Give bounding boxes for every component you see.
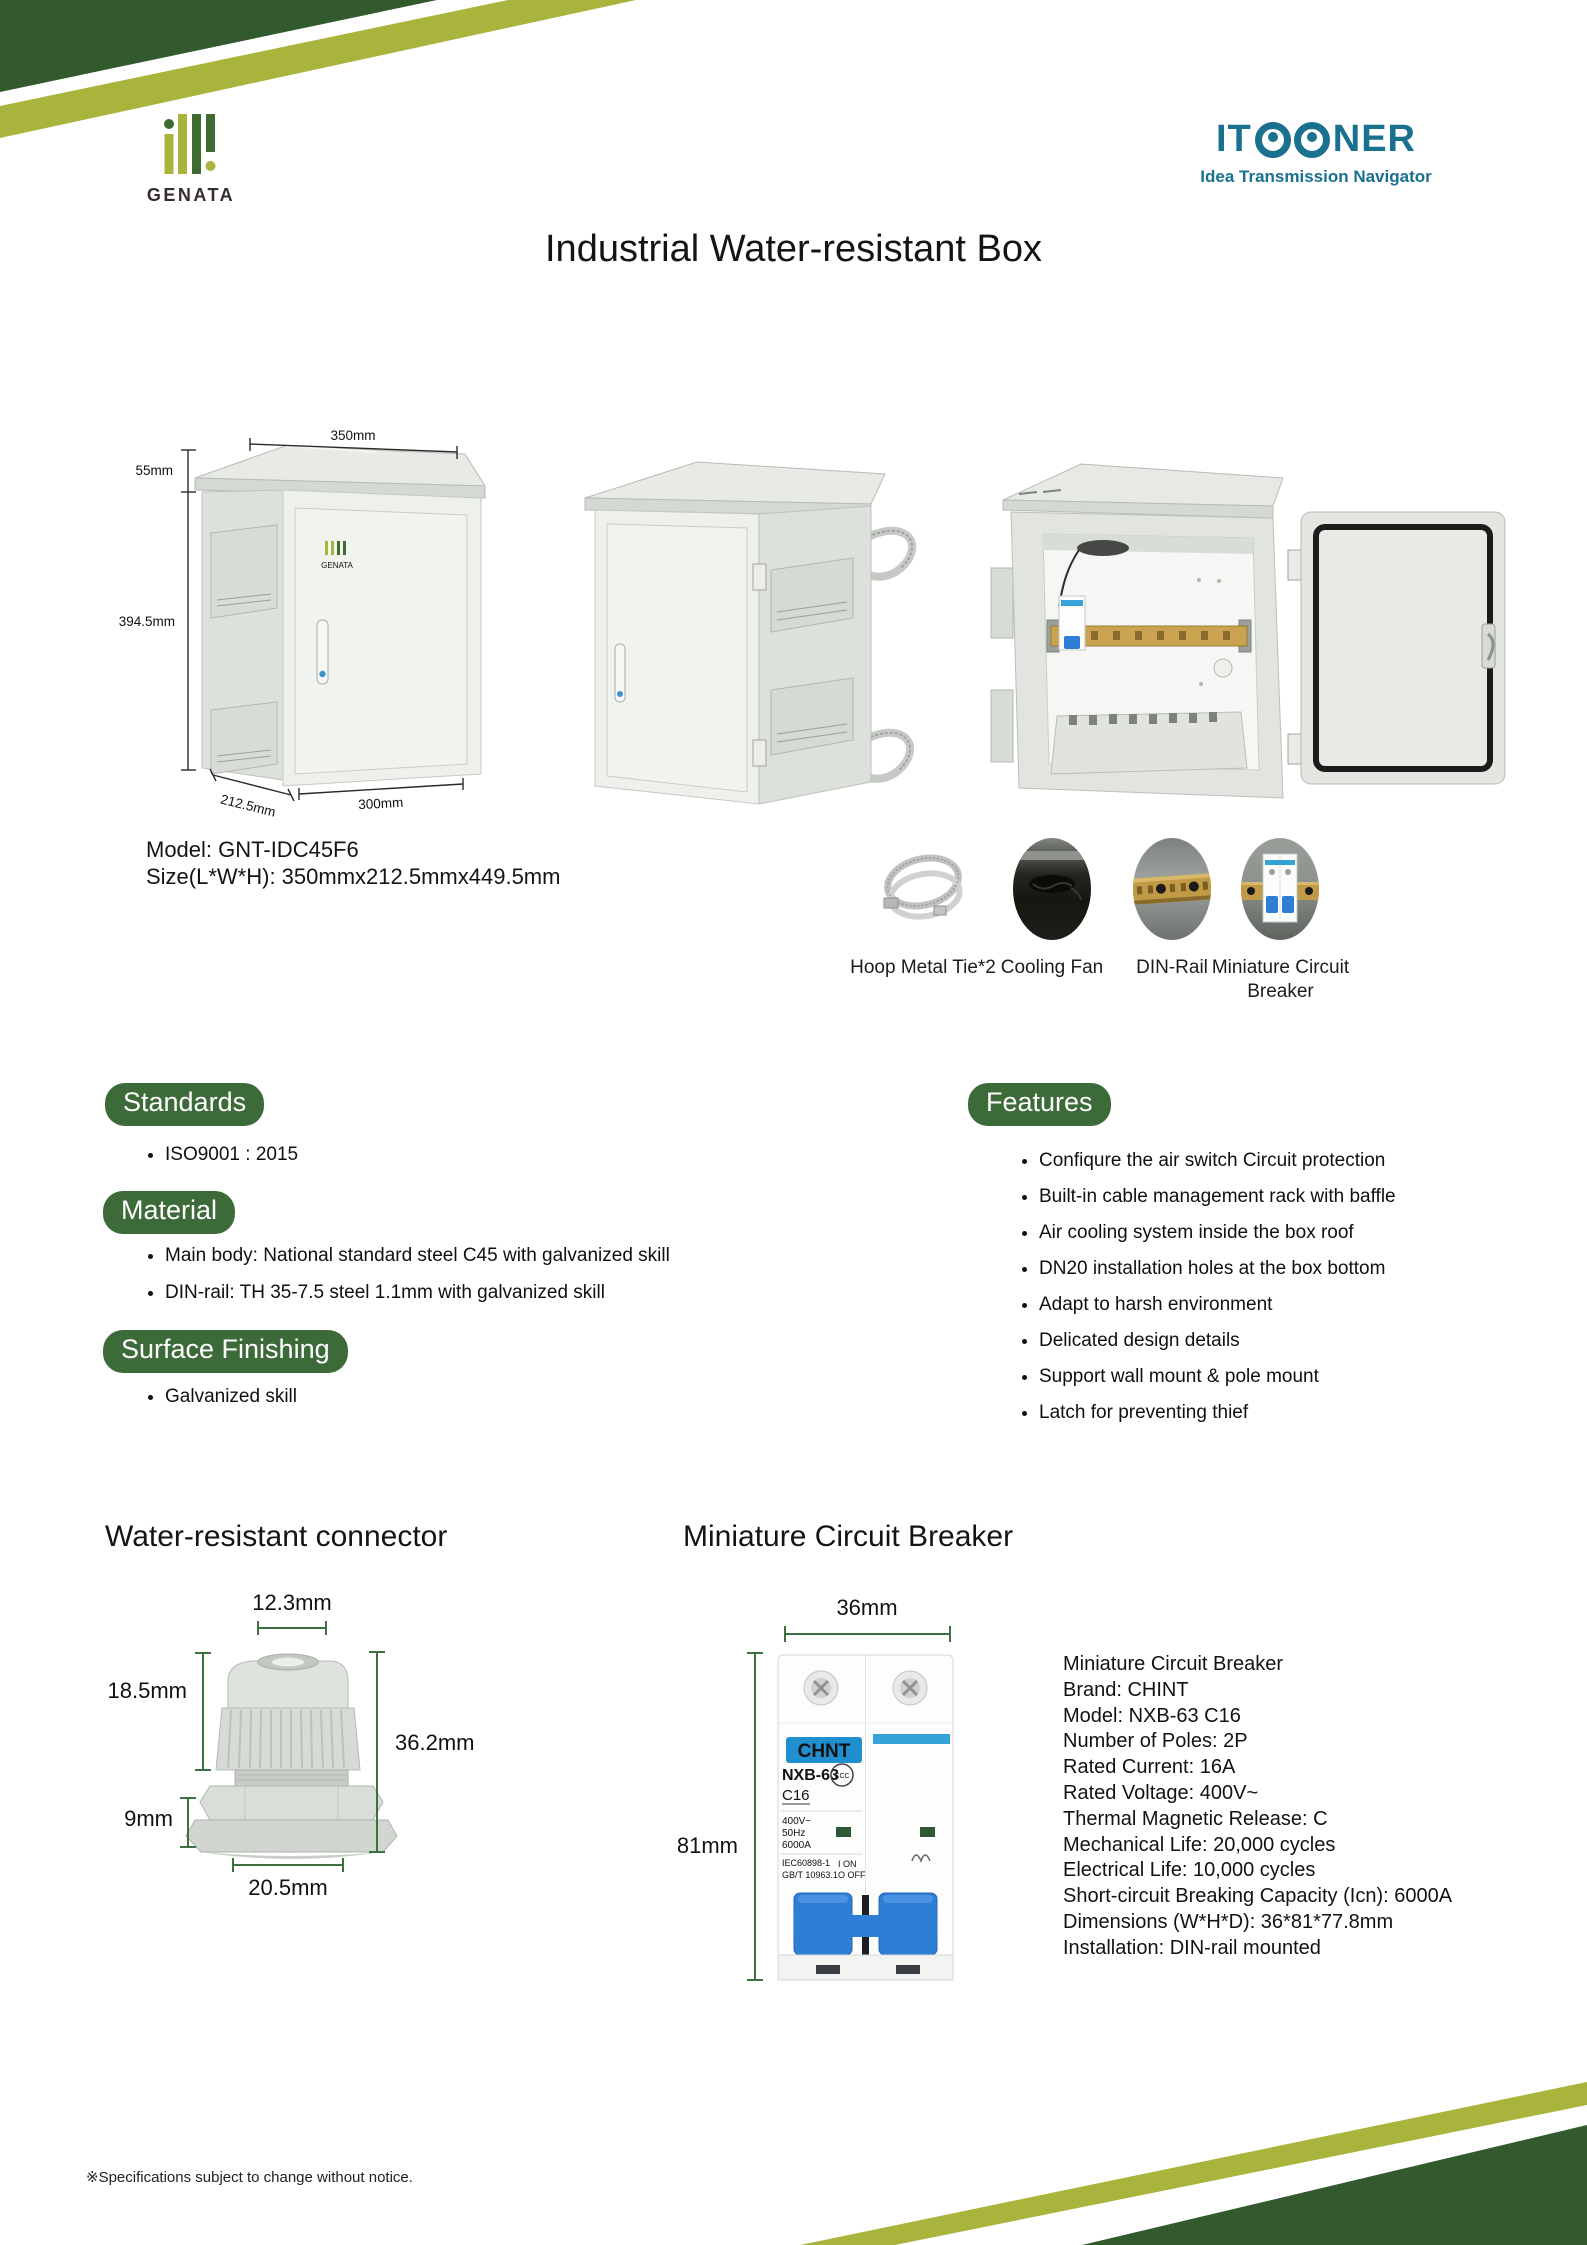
breaker-brand-logo: CHNT (797, 1741, 851, 1762)
box-front-dimensioned-photo (95, 428, 555, 820)
dim-depth: 212.5mm (218, 791, 278, 820)
breaker-freq-label: 50Hz (782, 1828, 806, 1839)
spec-line: Installation: DIN-rail mounted (1063, 1936, 1321, 1959)
breaker-off-label: O OFF (838, 1870, 866, 1880)
mcb-photo (1241, 838, 1319, 940)
genata-name: GENATA (146, 185, 236, 205)
connector-dim-upper: 18.5mm (107, 1678, 187, 1703)
breaker-diagram (670, 1583, 970, 1993)
standards-list (145, 1144, 298, 1181)
feature-item: • Adapt to harsh environment (1039, 1294, 1396, 1316)
accessory-label: Hoop Metal Tie*2 (850, 957, 996, 978)
breaker-model-label: NXB-63 (782, 1767, 839, 1784)
connector-heading: Water-resistant connector (105, 1520, 448, 1553)
feature-item: • Support wall mount & pole mount (1039, 1366, 1396, 1388)
itooner-brand (1166, 118, 1466, 161)
breaker-dim-height: 81mm (676, 1833, 738, 1858)
section-heading-features: Features (968, 1083, 1111, 1126)
breaker-capacity-label: 6000A (782, 1840, 811, 1851)
spec-line: Electrical Life: 10,000 cycles (1063, 1859, 1316, 1882)
connector-dim-lower: 9mm (124, 1806, 173, 1831)
genata-bars-icon (163, 114, 219, 174)
connector-dim-bottom: 20.5mm (248, 1875, 328, 1900)
hoop-metal-tie-photo (878, 845, 968, 931)
section-heading-surface-finishing: Surface Finishing (103, 1330, 348, 1373)
breaker-dim-width: 36mm (836, 1595, 898, 1620)
itooner-text-left: IT (1215, 118, 1252, 160)
spec-line: Model: NXB-63 C16 (1063, 1704, 1241, 1727)
spec-line: Rated Voltage: 400V~ (1063, 1781, 1259, 1804)
size-line: Size(L*W*H): 350mmx212.5mmx449.5mm (146, 864, 561, 889)
page-title: Industrial Water-resistant Box (545, 228, 1042, 270)
accessory-label: DIN-Rail (1136, 957, 1208, 978)
spec-line: Short-circuit Breaking Capacity (Icn): 6000A (1063, 1885, 1453, 1908)
dim-width-top: 350mm (330, 428, 376, 443)
cooling-fan-photo (1013, 838, 1091, 940)
feature-item: • Air cooling system inside the box roof (1039, 1222, 1396, 1244)
material-list (145, 1245, 670, 1319)
spec-line: Number of Poles: 2P (1063, 1730, 1248, 1753)
breaker-voltage-label: 400V~ (782, 1816, 812, 1827)
breaker-spec-list (1063, 1652, 1452, 1962)
footer-disclaimer: ※Specifications subject to change without notice. (86, 2169, 413, 2186)
genata-logo (136, 114, 246, 206)
connector-diagram (95, 1558, 495, 1908)
surface-item: • Galvanized skill (165, 1386, 297, 1408)
breaker-on-label: I ON (838, 1859, 857, 1869)
features-list (1019, 1150, 1396, 1438)
breaker-std1-label: IEC60898-1 (782, 1858, 831, 1868)
material-item: • Main body: National standard steel C45 with galvanized skill (165, 1245, 670, 1267)
eye-icon (1294, 122, 1330, 158)
section-heading-standards: Standards (105, 1083, 264, 1126)
dim-roof-height: 55mm (135, 463, 173, 478)
itooner-tagline: Idea Transmission Navigator (1200, 167, 1432, 186)
ccc-cert-icon: CCC (834, 1773, 850, 1780)
accessory-label: Cooling Fan (1000, 957, 1104, 978)
accessory-label: Miniature Circuit Breaker (1211, 957, 1350, 1002)
feature-item: • Confiqure the air switch Circuit protection (1039, 1150, 1396, 1172)
itooner-text-right: NER (1332, 118, 1416, 160)
connector-dim-top: 12.3mm (252, 1590, 332, 1615)
eye-icon (1255, 122, 1291, 158)
spec-line: Dimensions (W*H*D): 36*81*77.8mm (1063, 1910, 1394, 1933)
feature-item: • DN20 installation holes at the box bottom (1039, 1258, 1396, 1280)
dim-body-height: 394.5mm (118, 614, 175, 629)
dim-width-bottom: 300mm (357, 794, 404, 813)
door-logo-text: GENATA (321, 561, 353, 570)
feature-item: • Built-in cable management rack with baffle (1039, 1186, 1396, 1208)
feature-item: • Latch for preventing thief (1039, 1402, 1396, 1424)
breaker-std2-label: GB/T 10963.1 (782, 1870, 838, 1880)
standards-item: • ISO9001 : 2015 (165, 1144, 298, 1166)
breaker-heading: Miniature Circuit Breaker (683, 1520, 1014, 1553)
box-side-ties-photo (555, 452, 970, 810)
spec-line: Miniature Circuit Breaker (1063, 1653, 1284, 1675)
spec-line: Mechanical Life: 20,000 cycles (1063, 1833, 1336, 1856)
spec-line: Thermal Magnetic Release: C (1063, 1807, 1328, 1830)
din-rail-photo (1133, 838, 1211, 940)
model-info (146, 836, 560, 890)
section-heading-material: Material (103, 1191, 235, 1234)
spec-line: Brand: CHINT (1063, 1678, 1189, 1701)
breaker-curve-label: C16 (782, 1787, 810, 1804)
surface-finishing-list (145, 1386, 297, 1423)
box-open-interior-photo (985, 438, 1530, 808)
itooner-logo (1166, 118, 1466, 187)
material-item: • DIN-rail: TH 35-7.5 steel 1.1mm with galvanized skill (165, 1282, 670, 1304)
model-line: Model: GNT-IDC45F6 (146, 837, 359, 862)
spec-line: Rated Current: 16A (1063, 1756, 1236, 1779)
feature-item: • Delicated design details (1039, 1330, 1396, 1352)
connector-dim-total: 36.2mm (395, 1730, 475, 1755)
